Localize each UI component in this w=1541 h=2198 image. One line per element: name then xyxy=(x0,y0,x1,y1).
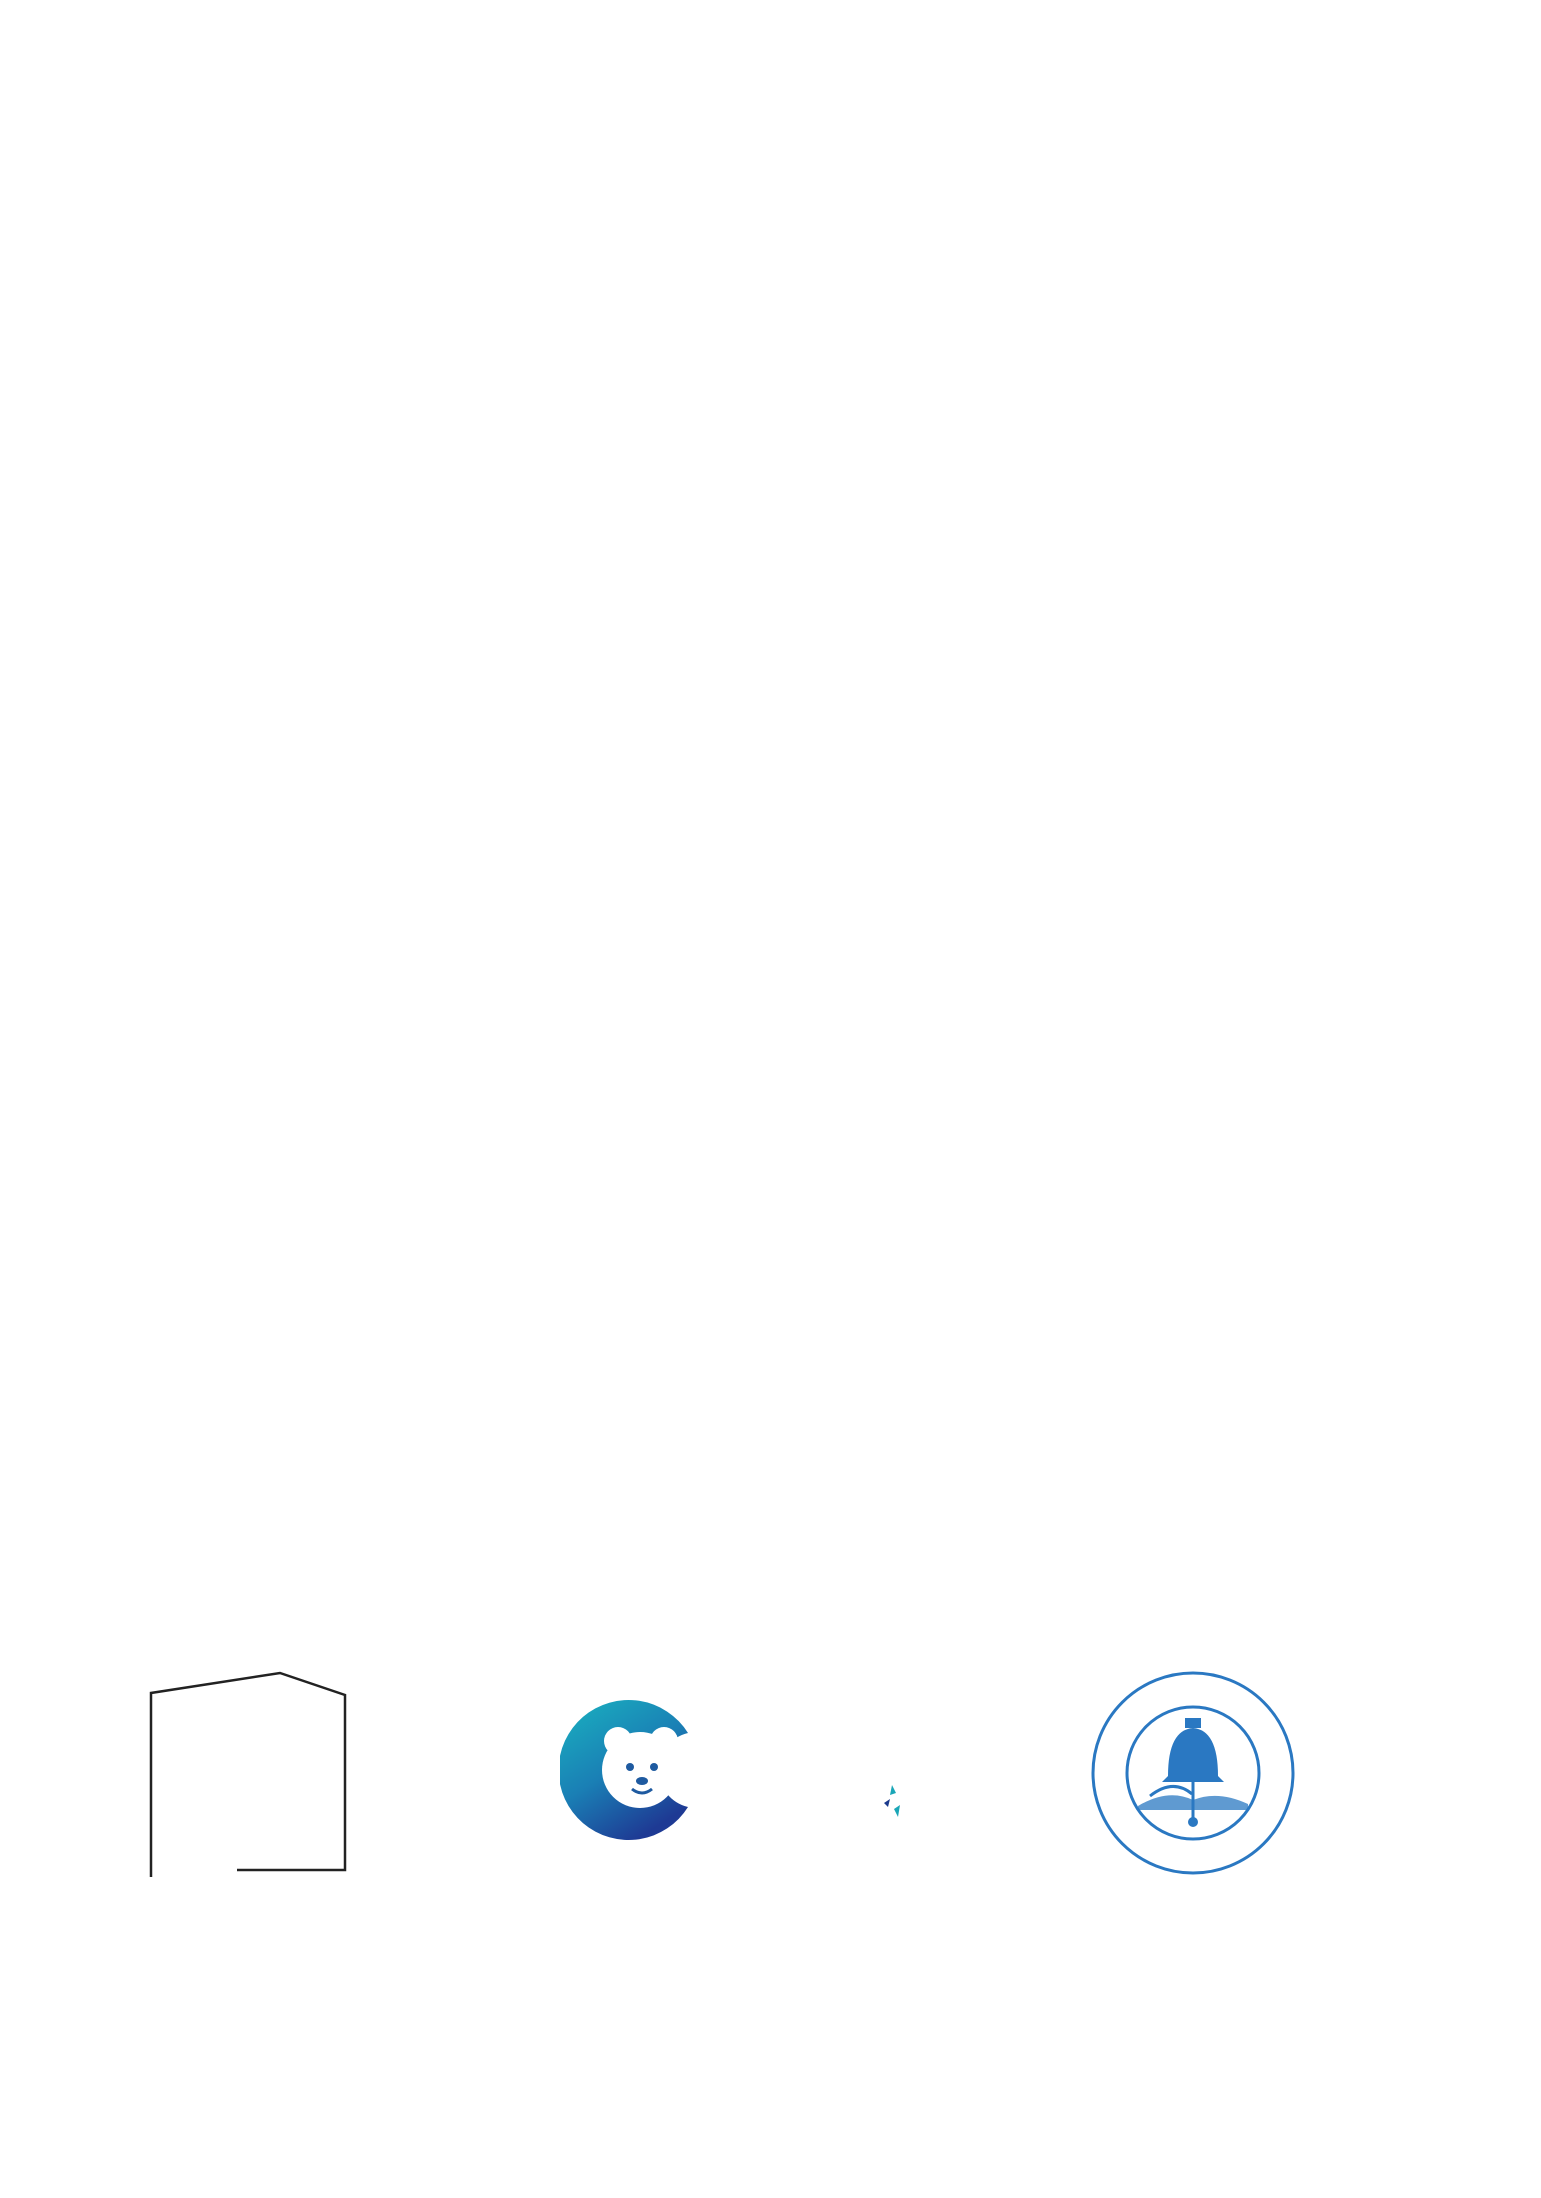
body-text xyxy=(112,355,1442,413)
rady-childrens-health-logo xyxy=(560,1695,940,1855)
ocde-seal-logo xyxy=(1088,1668,1298,1878)
bear-face-icon xyxy=(560,1695,710,1845)
sparkle-icon xyxy=(878,1783,908,1823)
design-with-purpose-logo xyxy=(145,1665,350,1880)
house-outline-icon xyxy=(145,1665,350,1880)
partner-logos xyxy=(0,1650,1541,1890)
bell-seal-icon xyxy=(1088,1668,1298,1878)
